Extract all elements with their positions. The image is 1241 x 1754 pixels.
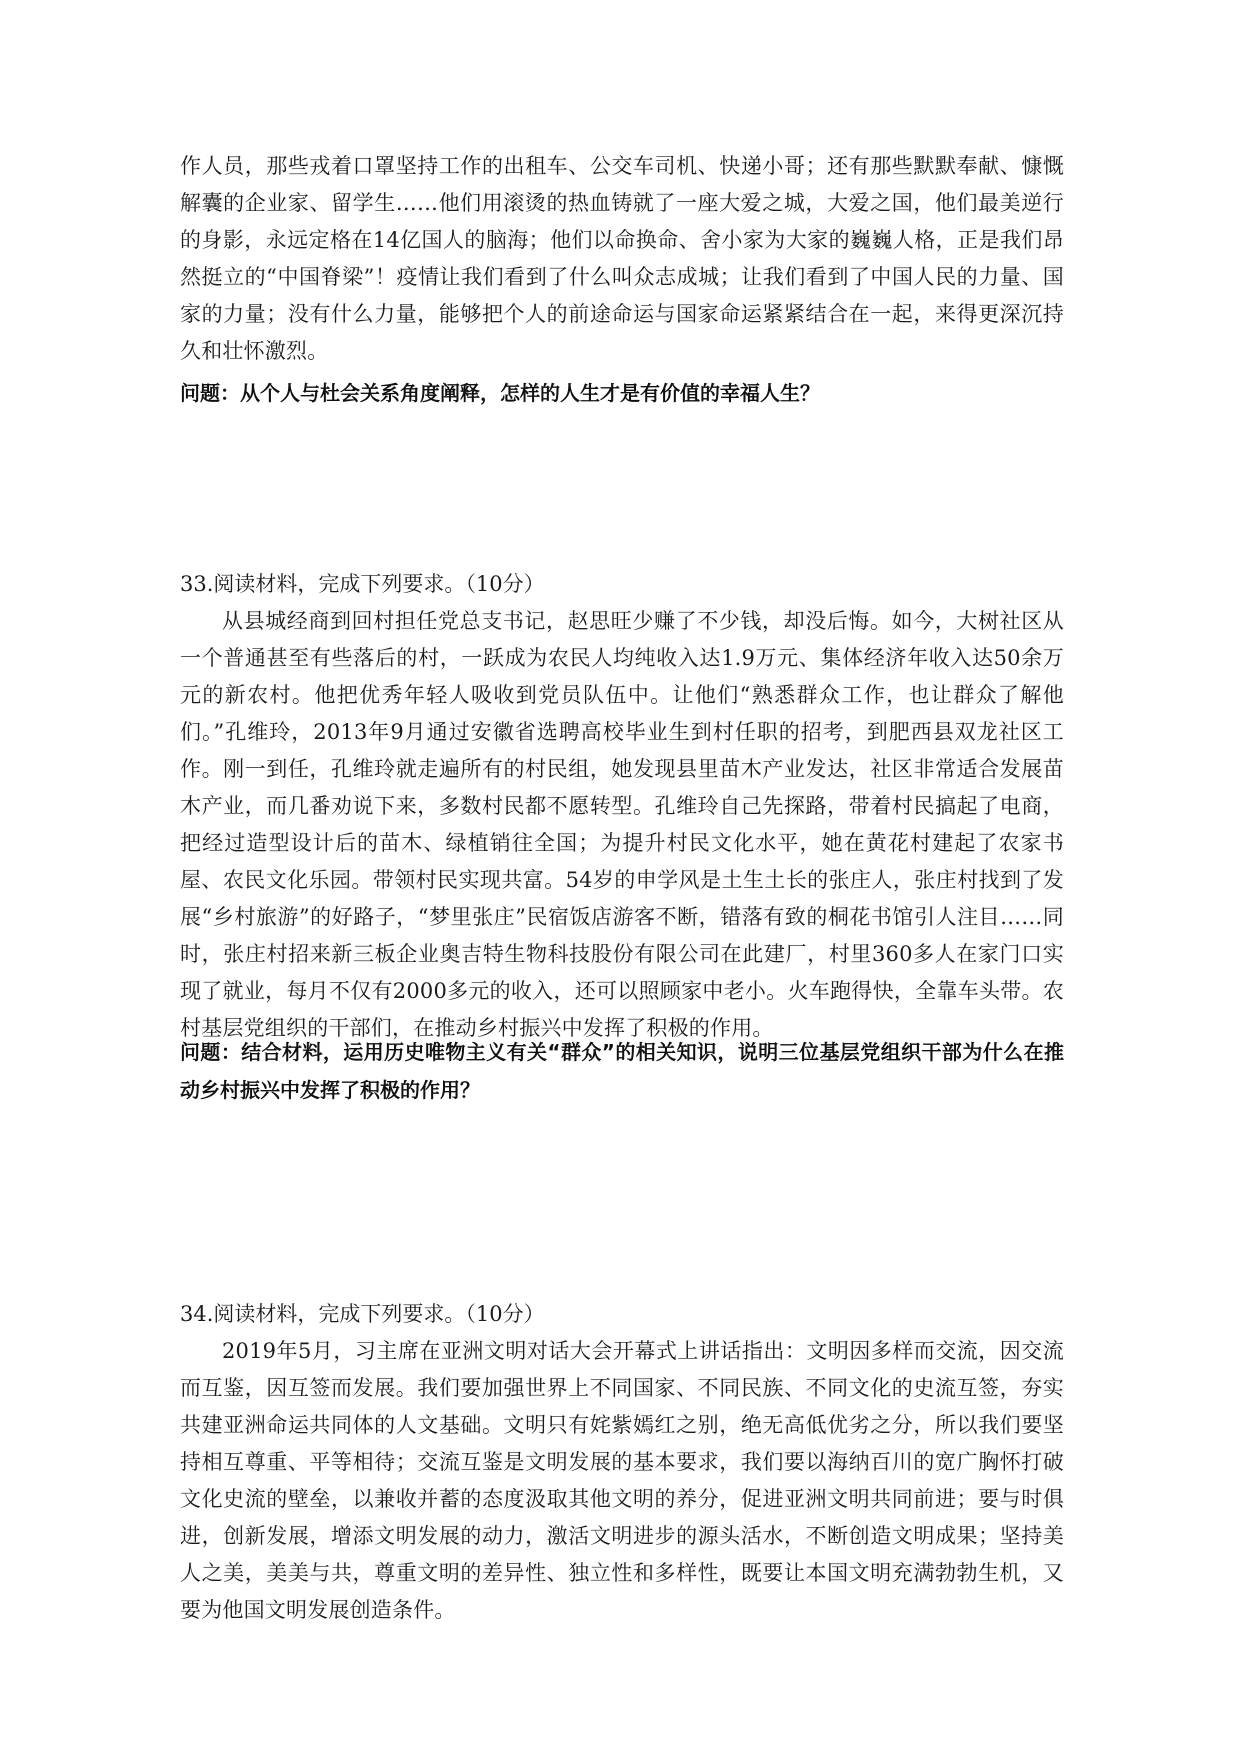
question-34-heading: 34.阅读材料，完成下列要求。（10分）: [180, 1302, 545, 1326]
material-paragraph-34: 2019年5月，习主席在亚洲文明对话大会开幕式上讲话指出：文明因多样而交流，因交流而互鉴，因互签而发展。我们要加强世界上不同国家、不同民族、不同文化的史流互签，夯实共建亚洲命运共同体的人文基础。文明只有姹紫嫣红之别，绝无高低优劣之分，所以我们要坚持相互尊重、平等相待；交流互鉴是文明发展的基本要求，我们要以海纳百川的宽广胸怀打破文化史流的壁垒，以兼收并蓄的态度汲取其他文明的养分，促进亚洲文明共同前进；要与时俱进，创新发展，增添文明发展的动力，激活文明进步的源头活水，不断创造文明成果；坚持美人之美，美美与共，尊重文明的差异性、独立性和多样性，既要让本国文明充满勃勃生机，又要为他国文明发展创造条件。: [180, 1339, 1064, 1622]
question-33-heading: 33.阅读材料，完成下列要求。（10分）: [180, 572, 545, 596]
section-3: [180, 1296, 1064, 1629]
section-1: [180, 148, 1064, 370]
section-2: [180, 566, 1064, 1047]
material-paragraph-33: 从县城经商到回村担任党总支书记，赵思旺少赚了不少钱，却没后悔。如今，大树社区从一个普通甚至有些落后的村，一跃成为农民人均纯收入达1.9万元、集体经济年收入达50余万元的新农村。他把优秀年轻人吸收到党员队伍中。让他们“熟悉群众工作，也让群众了解他们。”孔维玲，2013年9月通过安徽省选聘高校毕业生到村任职的招考，到肥西县双龙社区工作。刚一到任，孔维玲就走遍所有的村民组，她发现县里苗木产业发达，社区非常适合发展苗木产业，而几番劝说下来，多数村民都不愿转型。孔维玲自己先探路，带着村民搞起了电商，把经过造型设计后的苗木、绿植销往全国；为提升村民文化水平，她在黄花村建起了农家书屋、农民文化乐园。带领村民实现共富。54岁的申学风是土生土长的张庄人，张庄村找到了发展“乡村旅游”的好路子，“梦里张庄”民宿饭店游客不断，错落有致的桐花书馆引人注目……同时，张庄村招来新三板企业奥吉特生物科技股份有限公司在此建厂，村里360多人在家门口实现了就业，每月不仅有2000多元的收入，还可以照顾家中老小。火车跑得快，全靠车头带。农村基层党组织的干部们，在推动乡村振兴中发挥了积极的作用。: [180, 609, 1064, 1040]
material-paragraph-1: 作人员，那些戎着口罩坚持工作的出租车、公交车司机、快递小哥；还有那些默默奉献、慷慨解囊的企业家、留学生……他们用滚烫的热血铸就了一座大爱之城，大爱之国，他们最美逆行的身影，永远定格在14亿国人的脑海；他们以命换命、舍小家为大家的巍巍人格，正是我们昂然挺立的“中国脊梁”！疫情让我们看到了什么叫众志成城；让我们看到了中国人民的力量、国家的力量；没有什么力量，能够把个人的前途命运与国家命运紧紧结合在一起，来得更深沉持久和壮怀激烈。: [180, 154, 1064, 363]
question-1-text: 问题：从个人与杜会关系角度阐释，怎样的人生才是有价值的幸福人生？: [180, 381, 820, 405]
question-33-text: 问题：结合材料，运用历史唯物主义有关“群众”的相关知识，说明三位基层党组织干部为什么在推动乡村振兴中发挥了积极的作用？: [180, 1040, 1064, 1102]
question-1: [180, 374, 1064, 412]
question-2: [180, 1033, 1064, 1109]
